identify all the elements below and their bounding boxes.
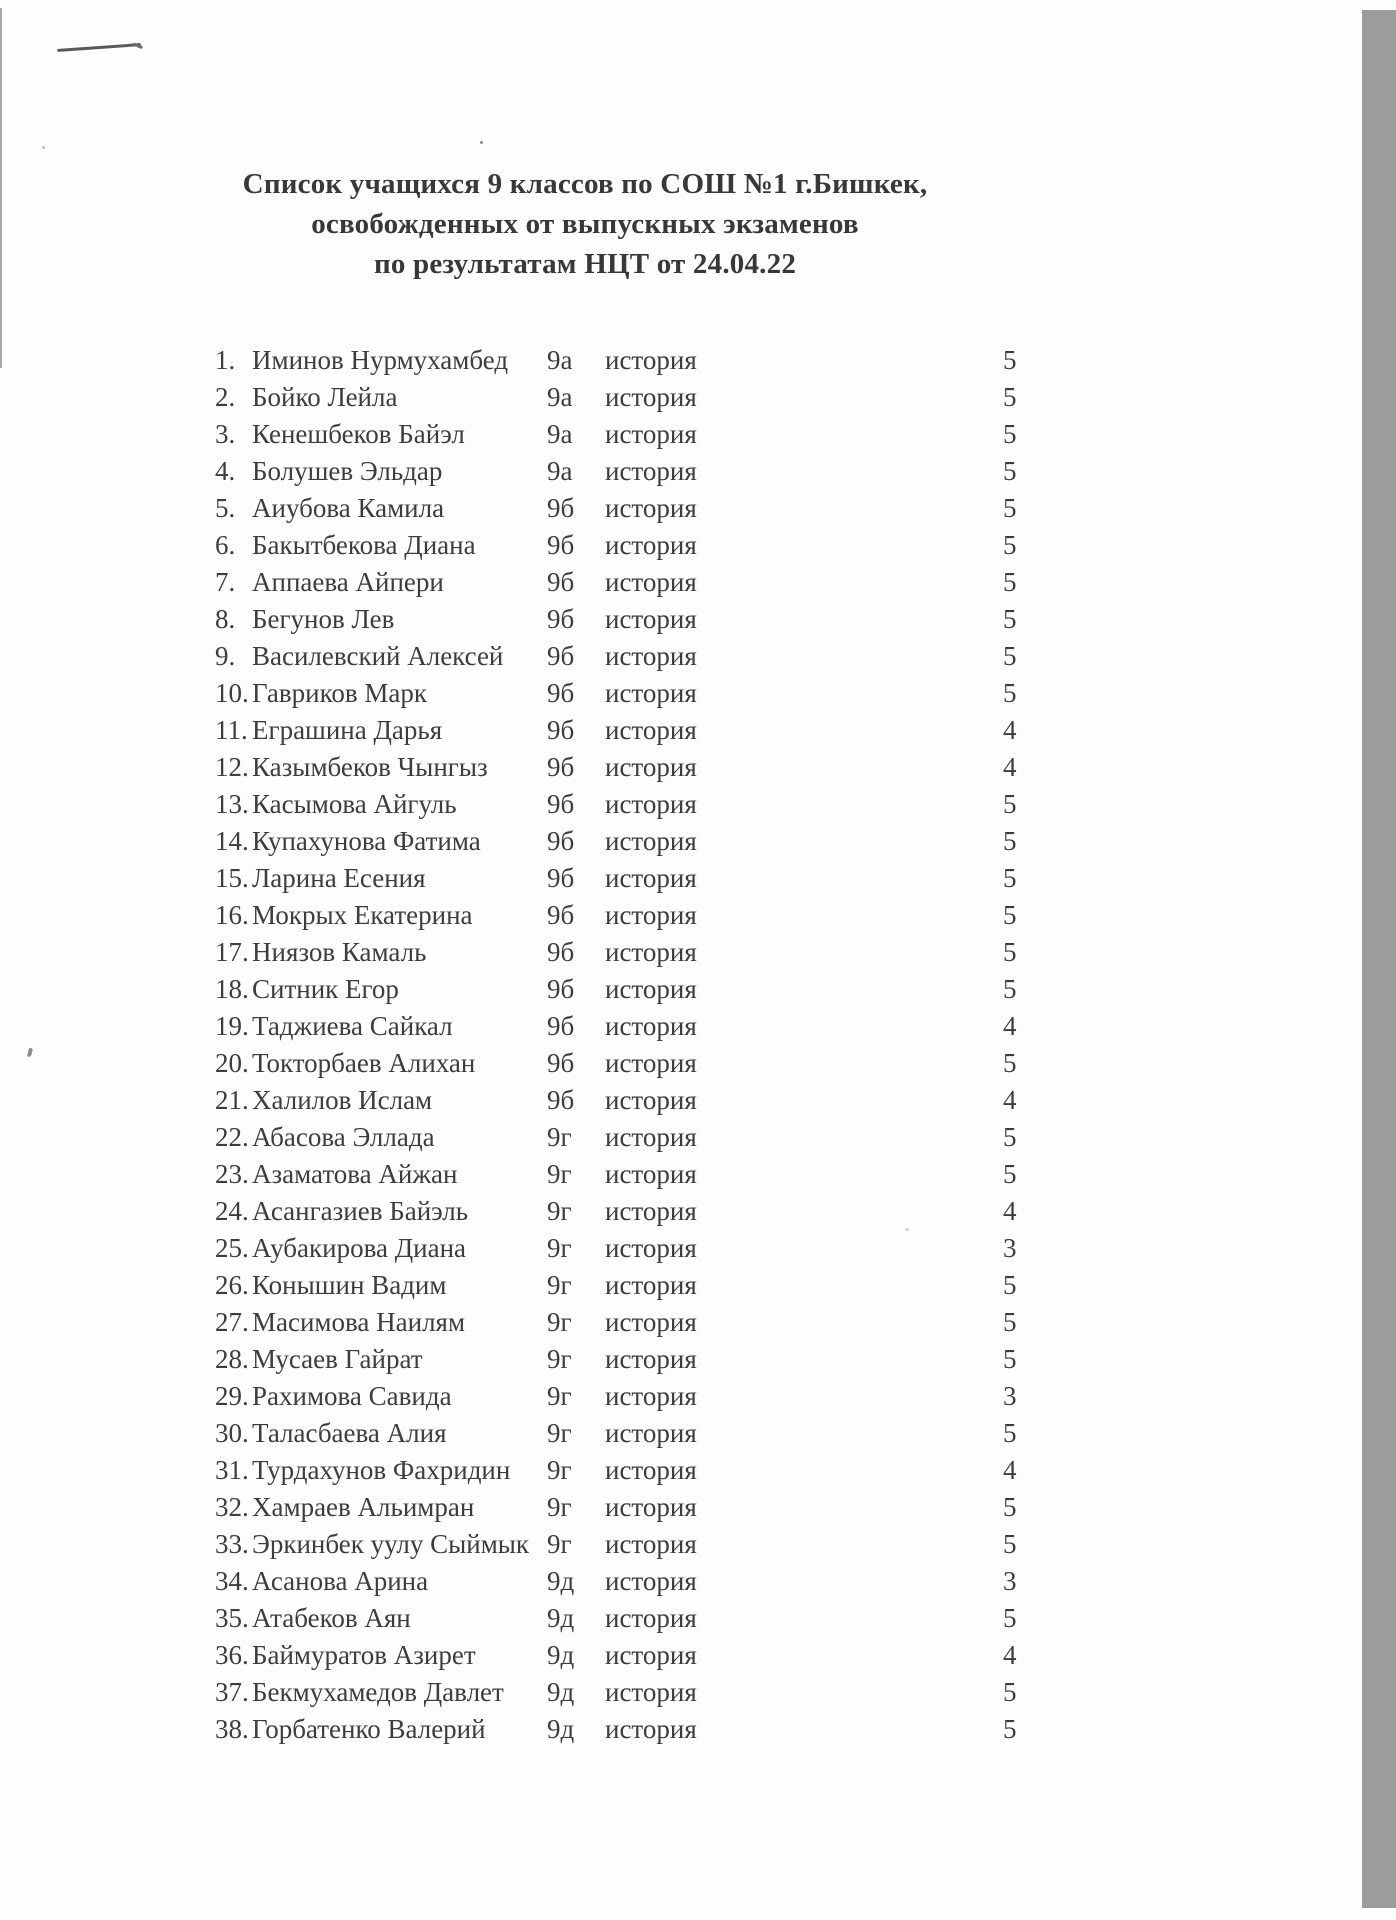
student-row (0, 1230, 1100, 1267)
student-name: Аппаева Айпери (252, 567, 444, 597)
student-subject: история (605, 1085, 697, 1115)
student-number: 34. (215, 1566, 249, 1596)
student-number: 26. (215, 1270, 249, 1300)
student-grade: 5 (1003, 530, 1017, 560)
student-subject: история (605, 863, 697, 893)
student-row (0, 1637, 1100, 1674)
student-subject: история (605, 789, 697, 819)
student-number: 35. (215, 1603, 249, 1633)
student-number: 17. (215, 937, 249, 967)
student-grade: 5 (1003, 1270, 1017, 1300)
student-grade: 5 (1003, 382, 1017, 412)
student-subject: история (605, 1714, 697, 1744)
student-name: Бегунов Лев (252, 604, 395, 634)
student-subject: история (605, 900, 697, 930)
student-row (0, 453, 1100, 490)
student-class: 9б (547, 567, 575, 597)
student-name: Токторбаев Алихан (252, 1048, 476, 1078)
student-number: 16. (215, 900, 249, 930)
student-subject: история (605, 567, 697, 597)
student-number: 1. (215, 345, 236, 375)
student-row (0, 1600, 1100, 1637)
student-name: Конышин Вадим (252, 1270, 447, 1300)
student-number: 15. (215, 863, 249, 893)
student-number: 10. (215, 678, 249, 708)
student-subject: история (605, 345, 697, 375)
student-subject: история (605, 937, 697, 967)
student-number: 5. (215, 493, 236, 523)
student-class: 9д (547, 1566, 575, 1596)
student-grade: 5 (1003, 826, 1017, 856)
student-class: 9г (547, 1529, 572, 1559)
student-number: 25. (215, 1233, 249, 1263)
student-row (0, 638, 1100, 675)
student-class: 9д (547, 1640, 575, 1670)
student-subject: история (605, 604, 697, 634)
student-grade: 5 (1003, 1307, 1017, 1337)
student-grade: 5 (1003, 1344, 1017, 1374)
student-row (0, 342, 1100, 379)
student-row (0, 823, 1100, 860)
student-class: 9д (547, 1677, 575, 1707)
student-grade: 5 (1003, 493, 1017, 523)
student-name: Казымбеков Чынгыз (252, 752, 488, 782)
student-number: 31. (215, 1455, 249, 1485)
student-class: 9б (547, 789, 575, 819)
student-number: 20. (215, 1048, 249, 1078)
student-row (0, 897, 1100, 934)
document-title (140, 164, 1030, 284)
student-number: 24. (215, 1196, 249, 1226)
student-row (0, 675, 1100, 712)
student-subject: история (605, 1344, 697, 1374)
student-grade: 5 (1003, 604, 1017, 634)
student-class: 9б (547, 530, 575, 560)
scan-speck (42, 146, 45, 149)
student-grade: 5 (1003, 1418, 1017, 1448)
student-class: 9б (547, 1085, 575, 1115)
student-number: 11. (215, 715, 248, 745)
student-name: Иминов Нурмухамбед (252, 345, 509, 375)
student-row (0, 379, 1100, 416)
student-grade: 4 (1003, 1640, 1017, 1670)
student-row (0, 1304, 1100, 1341)
scan-left-edge-line (0, 8, 2, 368)
student-number: 2. (215, 382, 236, 412)
student-row (0, 971, 1100, 1008)
student-row (0, 1526, 1100, 1563)
student-grade: 5 (1003, 1603, 1017, 1633)
student-subject: история (605, 1048, 697, 1078)
student-row (0, 1267, 1100, 1304)
student-class: 9г (547, 1344, 572, 1374)
student-class: 9г (547, 1455, 572, 1485)
student-grade: 5 (1003, 1492, 1017, 1522)
student-name: Турдахунов Фахридин (252, 1455, 511, 1485)
student-name: Болушев Эльдар (252, 456, 443, 486)
student-grade: 3 (1003, 1566, 1017, 1596)
student-grade: 4 (1003, 1085, 1017, 1115)
student-grade: 5 (1003, 1159, 1017, 1189)
student-number: 38. (215, 1714, 249, 1744)
student-name: Баймуратов Азирет (252, 1640, 476, 1670)
student-row (0, 1008, 1100, 1045)
student-class: 9б (547, 937, 575, 967)
student-number: 4. (215, 456, 236, 486)
student-class: 9г (547, 1381, 572, 1411)
student-number: 14. (215, 826, 249, 856)
student-class: 9а (547, 419, 573, 449)
student-name: Атабеков Аян (252, 1603, 411, 1633)
student-grade: 4 (1003, 715, 1017, 745)
student-grade: 5 (1003, 1714, 1017, 1744)
student-class: 9б (547, 1048, 575, 1078)
student-name: Гавриков Марк (252, 678, 427, 708)
student-name: Горбатенко Валерий (252, 1714, 486, 1744)
student-class: 9б (547, 493, 575, 523)
student-row (0, 564, 1100, 601)
scan-speck (480, 141, 483, 144)
student-subject: история (605, 715, 697, 745)
student-name: Абасова Эллада (252, 1122, 435, 1152)
student-name: Аубакирова Диана (252, 1233, 466, 1263)
student-class: 9б (547, 604, 575, 634)
student-row (0, 934, 1100, 971)
student-grade: 5 (1003, 1529, 1017, 1559)
scanner-edge-band (1362, 10, 1396, 1908)
student-number: 30. (215, 1418, 249, 1448)
student-name: Бакытбекова Диана (252, 530, 476, 560)
student-row (0, 527, 1100, 564)
student-number: 12. (215, 752, 249, 782)
student-class: 9б (547, 900, 575, 930)
student-number: 18. (215, 974, 249, 1004)
student-number: 33. (215, 1529, 249, 1559)
student-grade: 5 (1003, 678, 1017, 708)
student-row (0, 1563, 1100, 1600)
student-name: Мокрых Екатерина (252, 900, 473, 930)
student-class: 9а (547, 345, 573, 375)
document-title-line-2: освобожденных от выпускных экзаменов (311, 208, 859, 240)
student-class: 9а (547, 382, 573, 412)
student-name: Асанова Арина (252, 1566, 429, 1596)
student-number: 6. (215, 530, 236, 560)
document-title-line-3: по результатам НЦТ от 24.04.22 (373, 248, 797, 280)
student-subject: история (605, 456, 697, 486)
student-row (0, 1082, 1100, 1119)
student-subject: история (605, 974, 697, 1004)
student-row (0, 1341, 1100, 1378)
student-name: Аиубова Камила (252, 493, 445, 523)
student-grade: 5 (1003, 900, 1017, 930)
student-class: 9г (547, 1233, 572, 1263)
student-class: 9г (547, 1196, 572, 1226)
student-row (0, 786, 1100, 823)
student-grade: 5 (1003, 567, 1017, 597)
student-row (0, 860, 1100, 897)
student-row (0, 1156, 1100, 1193)
pen-mark-artifact (57, 43, 141, 52)
student-grade: 3 (1003, 1381, 1017, 1411)
student-subject: история (605, 1492, 697, 1522)
student-number: 29. (215, 1381, 249, 1411)
student-grade: 5 (1003, 974, 1017, 1004)
student-row (0, 416, 1100, 453)
student-class: 9б (547, 715, 575, 745)
student-number: 21. (215, 1085, 249, 1115)
student-grade: 5 (1003, 937, 1017, 967)
student-list (0, 342, 1100, 1748)
student-grade: 4 (1003, 1011, 1017, 1041)
student-row (0, 601, 1100, 638)
student-name: Халилов Ислам (252, 1085, 433, 1115)
student-number: 22. (215, 1122, 249, 1152)
student-subject: история (605, 1307, 697, 1337)
student-class: 9г (547, 1492, 572, 1522)
student-subject: история (605, 1677, 697, 1707)
student-grade: 4 (1003, 1196, 1017, 1226)
student-subject: история (605, 1159, 697, 1189)
student-row (0, 712, 1100, 749)
student-name: Бекмухамедов Давлет (252, 1677, 504, 1707)
student-row (0, 1193, 1100, 1230)
student-subject: история (605, 641, 697, 671)
student-name: Ниязов Камаль (252, 937, 427, 967)
student-subject: история (605, 419, 697, 449)
student-number: 37. (215, 1677, 249, 1707)
student-class: 9б (547, 863, 575, 893)
student-name: Бойко Лейла (252, 382, 398, 412)
student-row (0, 490, 1100, 527)
student-subject: история (605, 493, 697, 523)
student-name: Кенешбеков Байэл (252, 419, 465, 449)
student-class: 9б (547, 1011, 575, 1041)
student-subject: история (605, 1566, 697, 1596)
student-class: 9б (547, 752, 575, 782)
student-class: 9д (547, 1714, 575, 1744)
student-name: Еграшина Дарья (252, 715, 443, 745)
student-subject: история (605, 1196, 697, 1226)
student-subject: история (605, 382, 697, 412)
student-subject: история (605, 530, 697, 560)
student-row (0, 1489, 1100, 1526)
student-name: Таласбаева Алия (252, 1418, 447, 1448)
student-grade: 5 (1003, 345, 1017, 375)
student-name: Азаматова Айжан (252, 1159, 458, 1189)
student-number: 27. (215, 1307, 249, 1337)
student-name: Эркинбек уулу Сыймык (252, 1529, 530, 1559)
student-row (0, 1415, 1100, 1452)
student-grade: 5 (1003, 1122, 1017, 1152)
student-number: 7. (215, 567, 236, 597)
student-name: Ситник Егор (252, 974, 399, 1004)
document-title-line-1: Список учащихся 9 классов по СОШ №1 г.Бишкек, (242, 168, 928, 200)
student-class: 9б (547, 678, 575, 708)
student-number: 19. (215, 1011, 249, 1041)
student-row (0, 749, 1100, 786)
student-row (0, 1674, 1100, 1711)
student-grade: 4 (1003, 1455, 1017, 1485)
student-grade: 5 (1003, 789, 1017, 819)
student-number: 23. (215, 1159, 249, 1189)
student-grade: 5 (1003, 641, 1017, 671)
student-class: 9г (547, 1307, 572, 1337)
student-number: 36. (215, 1640, 249, 1670)
student-subject: история (605, 1011, 697, 1041)
student-subject: история (605, 826, 697, 856)
student-row (0, 1711, 1100, 1748)
student-number: 13. (215, 789, 249, 819)
student-name: Асангазиев Байэль (252, 1196, 469, 1226)
student-class: 9г (547, 1418, 572, 1448)
student-row (0, 1452, 1100, 1489)
student-number: 9. (215, 641, 236, 671)
student-class: 9г (547, 1270, 572, 1300)
student-class: 9б (547, 974, 575, 1004)
student-subject: история (605, 752, 697, 782)
student-subject: история (605, 1233, 697, 1263)
student-grade: 5 (1003, 863, 1017, 893)
student-name: Мусаев Гайрат (252, 1344, 423, 1374)
student-name: Купахунова Фатима (252, 826, 481, 856)
student-number: 28. (215, 1344, 249, 1374)
student-row (0, 1378, 1100, 1415)
student-subject: история (605, 1603, 697, 1633)
student-name: Масимова Наилям (252, 1307, 466, 1337)
student-class: 9б (547, 641, 575, 671)
student-grade: 3 (1003, 1233, 1017, 1263)
student-subject: история (605, 1122, 697, 1152)
student-grade: 5 (1003, 1048, 1017, 1078)
student-number: 32. (215, 1492, 249, 1522)
student-name: Касымова Айгуль (252, 789, 457, 819)
student-subject: история (605, 678, 697, 708)
student-subject: история (605, 1529, 697, 1559)
student-grade: 4 (1003, 752, 1017, 782)
student-subject: история (605, 1270, 697, 1300)
student-row (0, 1045, 1100, 1082)
student-grade: 5 (1003, 1677, 1017, 1707)
student-number: 3. (215, 419, 236, 449)
student-row (0, 1119, 1100, 1156)
student-class: 9д (547, 1603, 575, 1633)
student-subject: история (605, 1418, 697, 1448)
student-class: 9б (547, 826, 575, 856)
student-name: Василевский Алексей (252, 641, 504, 671)
student-name: Ларина Есения (252, 863, 426, 893)
student-subject: история (605, 1455, 697, 1485)
student-name: Хамраев Альимран (252, 1492, 475, 1522)
student-class: 9г (547, 1122, 572, 1152)
student-name: Рахимова Савида (252, 1381, 452, 1411)
student-subject: история (605, 1640, 697, 1670)
student-grade: 5 (1003, 456, 1017, 486)
student-grade: 5 (1003, 419, 1017, 449)
student-class: 9г (547, 1159, 572, 1189)
student-number: 8. (215, 604, 236, 634)
student-class: 9а (547, 456, 573, 486)
student-subject: история (605, 1381, 697, 1411)
student-name: Таджиева Сайкал (252, 1011, 453, 1041)
